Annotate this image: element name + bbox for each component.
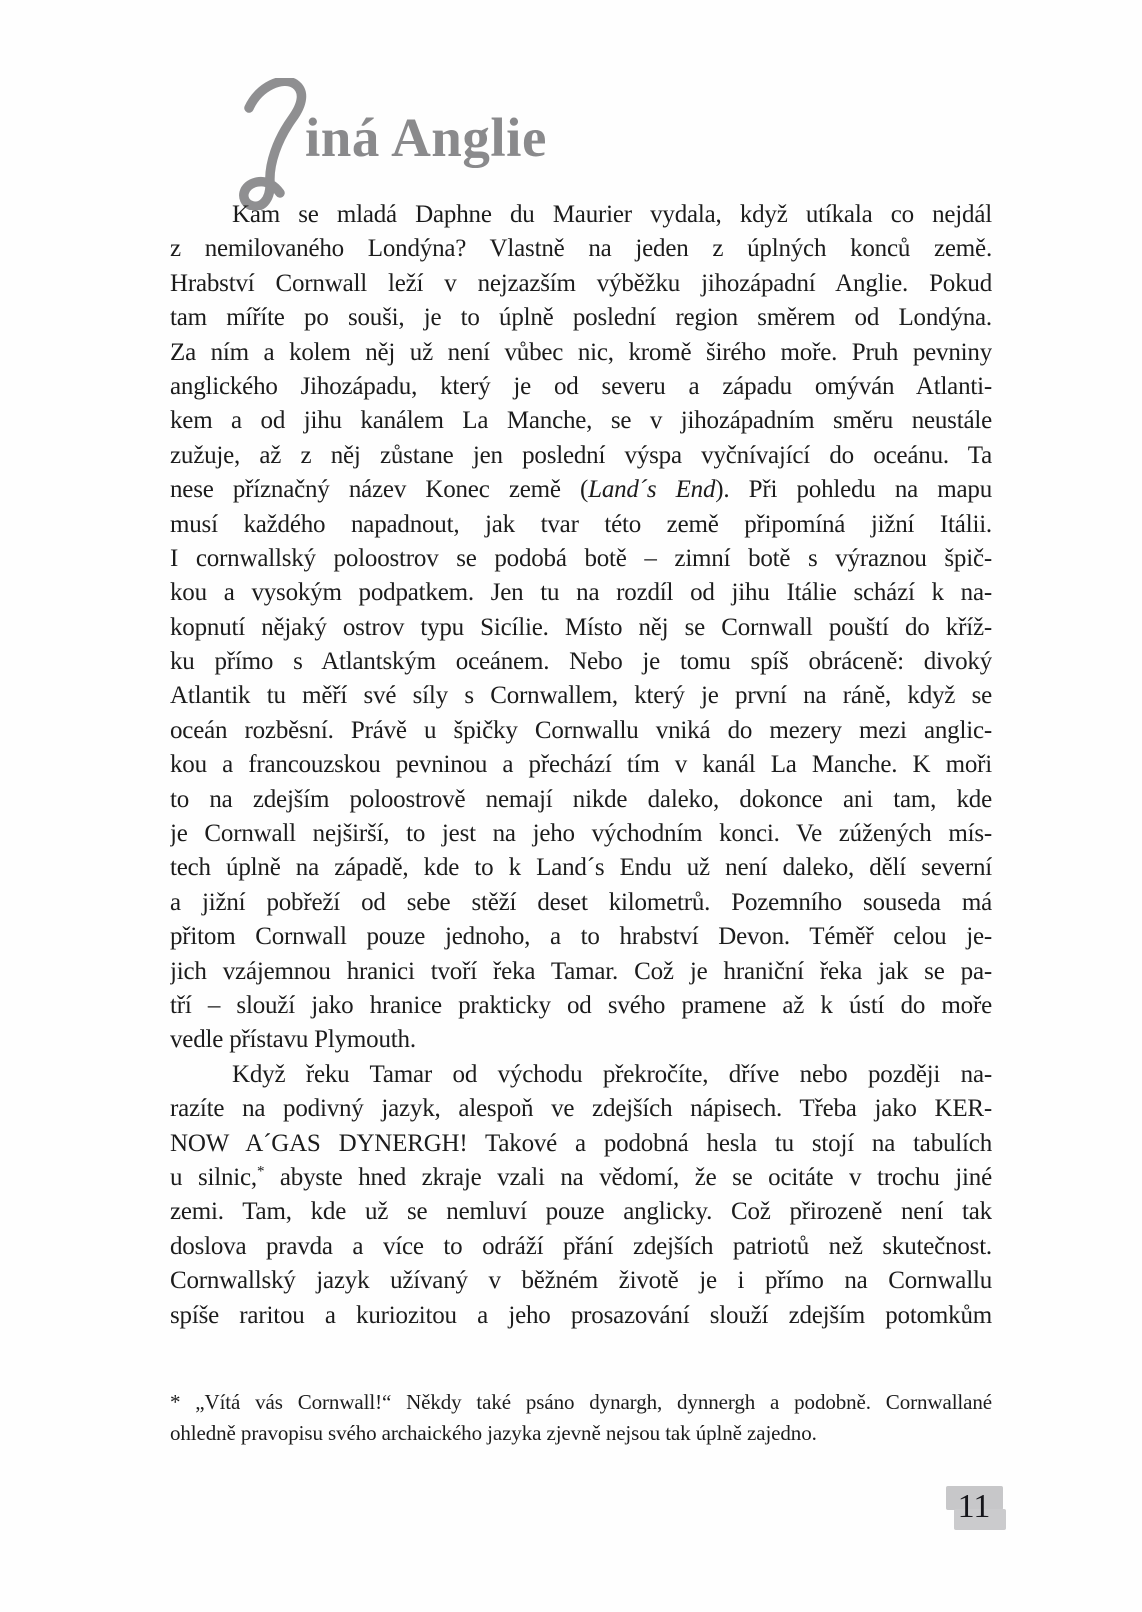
chapter-title-text: iná Anglie (305, 107, 547, 168)
text-line: Hrabství Cornwall leží v nejzazším výběžku jihozápadní Anglie. Pokud (170, 269, 992, 297)
text-line: Kam se mladá Daphne du Maurier vydala, když utíkala co nejdál (232, 201, 992, 228)
footnote (170, 1387, 992, 1449)
text-line: nese příznačný název Konec země (Land´s End). Při pohledu na mapu (170, 476, 992, 504)
chapter-title (305, 106, 547, 169)
text-line: ku přímo s Atlantským oceánem. Nebo je tomu spíš obráceně: divoký (170, 648, 992, 676)
text-line: tří – slouží jako hranice prakticky od svého pramene až k ústí do moře (170, 991, 992, 1019)
body-text (170, 198, 992, 1333)
text-line: ohledně pravopisu svého archaického jazyka zjevně nejsou tak úplně zajedno. (170, 1420, 817, 1445)
text-line: anglického Jihozápadu, který je od severu a západu omýván Atlanti- (170, 372, 992, 400)
text-line: tech úplně na západě, kde to k Land´s Endu už není daleko, dělí severní (170, 854, 992, 882)
text-line: kem a od jihu kanálem La Manche, se v jihozápadním směru neustále (170, 407, 992, 435)
text-line: Za ním a kolem něj už není vůbec nic, kromě širého moře. Pruh pevniny (170, 338, 992, 366)
text-line: vedle přístavu Plymouth. (170, 1026, 416, 1054)
chapter-heading (233, 76, 653, 206)
text-line: přitom Cornwall pouze jednoho, a to hrabství Devon. Téměř celou je- (170, 923, 992, 951)
text-line: Atlantik tu měří své síly s Cornwallem, který je první na ráně, když se (170, 682, 992, 710)
text-line: u silnic,* abyste hned zkraje vzali na vědomí, že se ocitáte v trochu jiné (170, 1163, 992, 1191)
text-line: doslova pravda a více to odráží přání zdejších patriotů než skutečnost. (170, 1232, 992, 1260)
text-line: jich vzájemnou hranici tvoří řeka Tamar. Což je hraniční řeka jak se pa- (170, 957, 992, 985)
text-line: je Cornwall nejširší, to jest na jeho východním konci. Ve zúžených mís- (170, 820, 992, 848)
text-line: musí každého napadnout, jak tvar této země připomíná jižní Itálii. (170, 510, 992, 538)
text-line: kopnutí nějaký ostrov typu Sicílie. Místo něj se Cornwall pouští do kříž- (170, 613, 992, 641)
text-line: tam míříte po souši, je to úplně poslední region směrem od Londýna. (170, 304, 992, 332)
text-line: Když řeku Tamar od východu překročíte, dříve nebo později na- (232, 1060, 992, 1088)
text-line: I cornwallský poloostrov se podobá botě – zimní botě s výraznou špič- (170, 544, 992, 572)
text-line: a jižní pobřeží od sebe stěží deset kilometrů. Pozemního souseda má (170, 888, 992, 916)
text-line: razíte na podivný jazyk, alespoň ve zdejších nápisech. Třeba jako KER- (170, 1095, 992, 1123)
text-line: * „Vítá vás Cornwall!“ Někdy také psáno dynargh, dynnergh a podobně. Cornwallané (170, 1390, 992, 1414)
text-line: kou a vysokým podpatkem. Jen tu na rozdíl od jihu Itálie schází k na- (170, 579, 992, 607)
page-number: 11 (957, 1488, 991, 1525)
text-line: zužuje, až z něj zůstane jen poslední výspa vyčnívající do oceánu. Ta (170, 441, 992, 469)
page-number-badge (944, 1483, 1008, 1533)
text-line: to na zdejším poloostrově nemají nikde daleko, dokonce ani tam, kde (170, 785, 992, 813)
paragraph-2 (170, 1058, 992, 1333)
text-line: z nemilovaného Londýna? Vlastně na jeden z úplných konců země. (170, 235, 992, 263)
paragraph-1 (170, 198, 992, 1058)
text-line: Cornwallský jazyk užívaný v běžném životě je i přímo na Cornwallu (170, 1267, 992, 1295)
text-line: kou a francouzskou pevninou a přechází tím v kanál La Manche. K moři (170, 751, 992, 779)
text-line: NOW A´GAS DYNERGH! Takové a podobná hesla tu stojí na tabulích (170, 1129, 992, 1157)
text-line: zemi. Tam, kde už se nemluví pouze anglicky. Což přirozeně není tak (170, 1198, 992, 1226)
text-line: oceán rozběsní. Právě u špičky Cornwallu vniká do mezery mezi anglic- (170, 716, 992, 744)
text-line: spíše raritou a kuriozitou a jeho prosazování slouží zdejším potomkům (170, 1301, 992, 1329)
